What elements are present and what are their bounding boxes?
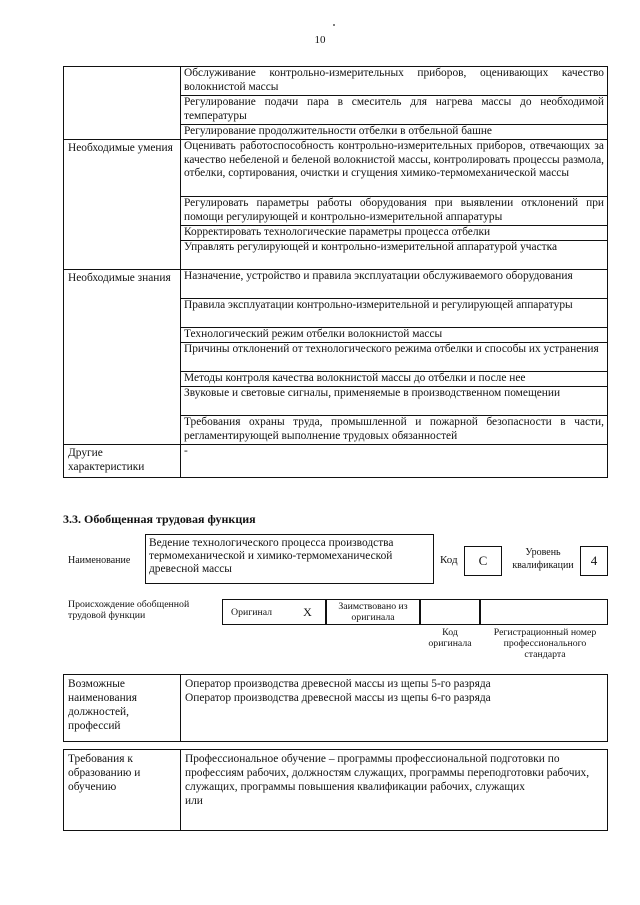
name-label: Наименование — [68, 555, 131, 566]
education-table — [63, 749, 608, 831]
section-title: 3.3. Обобщенная трудовая функция — [63, 512, 256, 526]
knowledge-item: Правила эксплуатации контрольно-измерительной и регулирующей аппаратуры — [181, 299, 608, 328]
skills-table — [63, 66, 608, 478]
reg-number-box — [480, 599, 608, 625]
original-label: Оригинал — [222, 599, 290, 625]
code-value: C — [478, 553, 488, 568]
action-item: Регулирование подачи пара в смеситель для нагрева массы до необходимой температуры — [181, 96, 608, 125]
knowledge-item: Требования охраны труда, промышленной и пожарной безопасности в части, регламентирующей выполнение трудовых обязанностей — [181, 416, 608, 445]
scan-dot — [333, 24, 335, 26]
knowledge-item: Звуковые и световые сигналы, применяемые в производственном помещении — [181, 387, 608, 416]
positions-cell — [181, 675, 608, 742]
positions-table — [63, 674, 608, 742]
action-item: Обслуживание контрольно-измерительных приборов, оценивающих качество волокнистой массы — [181, 67, 608, 96]
original-mark: X — [290, 599, 326, 625]
code-label: Код — [440, 554, 458, 566]
knowledge-item: Технологический режим отбелки волокнистой массы — [181, 328, 608, 343]
positions-label: Возможные наименования должностей, профессий — [64, 675, 181, 742]
education-text: Профессиональное обучение – программы профессиональной подготовки по профессиям рабочих, должностям служащих, программы переподготовки рабочих, служащих, программы повышения квалификации рабочих, служащих — [185, 753, 590, 793]
skill-item: Оценивать работоспособность контрольно-измерительных приборов, отвечающих за качество небеленой и беленой волокнистой массы, контролировать процессы размола, отбелки, сортирования, очистки и сгущения химико-термомеханической массы — [181, 140, 608, 197]
knowledge-item: Причины отклонений от технологического режима отбелки и способы их устранения — [181, 343, 608, 372]
level-value: 4 — [590, 553, 598, 568]
row-label-empty — [64, 67, 181, 140]
function-name: Ведение технологического процесса производства термомеханической и химико-термомеханической древесной массы — [149, 537, 394, 576]
level-box — [580, 546, 608, 576]
skill-item: Корректировать технологические параметры процесса отбелки — [181, 226, 608, 241]
row-label-other: Другие характеристики — [64, 445, 181, 478]
action-item: Регулирование продолжительности отбелки в отбельной башне — [181, 125, 608, 140]
row-label-skills: Необходимые умения — [64, 140, 181, 270]
education-label: Требования к образованию и обучению — [64, 750, 181, 831]
education-tail: или — [185, 795, 203, 807]
code-original-caption: Код оригинала — [428, 627, 472, 649]
origin-label: Происхождение обобщенной трудовой функции — [68, 599, 190, 621]
other-item: - — [181, 445, 608, 478]
borrowed-label: Заимствовано из оригинала — [326, 599, 420, 625]
education-cell — [181, 750, 608, 831]
page-number: 10 — [314, 34, 326, 46]
skill-item: Управлять регулирующей и контрольно-измерительной аппаратурой участка — [181, 241, 608, 270]
function-name-box — [145, 534, 434, 584]
position-item: Оператор производства древесной массы из щепы 5-го разряда — [185, 678, 491, 690]
reg-number-caption: Регистрационный номер профессионального стандарта — [493, 627, 597, 660]
knowledge-item: Методы контроля качества волокнистой массы до отбелки и после нее — [181, 372, 608, 387]
row-label-knowledge: Необходимые знания — [64, 270, 181, 445]
position-item: Оператор производства древесной массы из щепы 6-го разряда — [185, 692, 491, 704]
skill-item: Регулировать параметры работы оборудования при выявлении отклонений при помощи регулирующей и контрольно-измерительной аппаратуры — [181, 197, 608, 226]
knowledge-item: Назначение, устройство и правила эксплуатации обслуживаемого оборудования — [181, 270, 608, 299]
code-box — [464, 546, 502, 576]
level-label: Уровень квалификации — [512, 547, 574, 571]
code-original-box — [420, 599, 480, 625]
